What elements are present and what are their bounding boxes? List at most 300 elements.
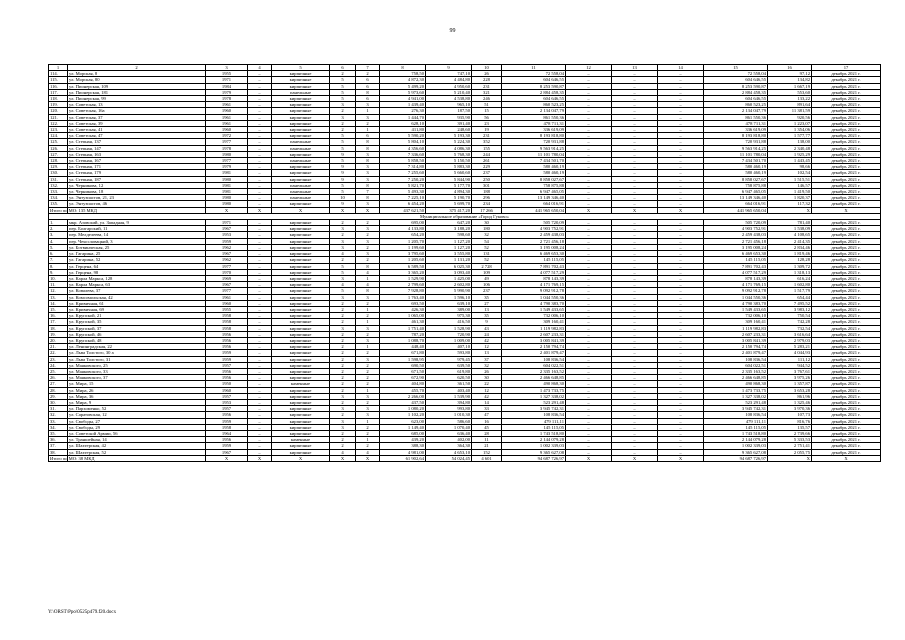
table-cell: декабрь 2021 г.	[812, 275, 881, 281]
table-cell: 133,22	[768, 96, 812, 102]
table-cell: 2	[330, 257, 356, 263]
table-cell: 2 134 047,79	[502, 108, 566, 114]
table-cell: 5 224,30	[426, 139, 472, 145]
table-cell: –	[658, 244, 704, 250]
table-cell: 2	[356, 424, 380, 430]
table-cell: 1 357,87	[768, 381, 812, 387]
table-cell: 5 883,30	[426, 164, 472, 170]
table-cell: 10.	[49, 275, 68, 281]
table-cell: 1 549 433,65	[704, 306, 768, 312]
table-cell: 1984	[206, 83, 248, 89]
table-cell: –	[658, 102, 704, 108]
table-cell: –	[248, 424, 272, 430]
table-cell: ул. Герцена, 64	[68, 263, 206, 269]
table-cell: 1 199,60	[380, 244, 426, 250]
table-cell: –	[248, 96, 272, 102]
table-cell: 8	[356, 158, 380, 164]
table-cell: 1980	[206, 151, 248, 157]
table-cell: 14.	[49, 300, 68, 306]
table-cell: кирпичные	[272, 313, 330, 319]
table-cell: 125.	[49, 139, 68, 145]
table-cell: 26	[472, 71, 502, 77]
table-cell: 12	[472, 344, 502, 350]
table-cell: ул. Траншейная, 14	[68, 437, 206, 443]
table-cell: –	[658, 437, 704, 443]
table-cell: –	[658, 368, 704, 374]
table-cell: 1 549 433,65	[502, 306, 566, 312]
table-cell: 229	[472, 164, 502, 170]
table-cell: декабрь 2021 г.	[812, 83, 881, 89]
table-cell: 639,50	[426, 362, 472, 368]
table-cell: 296	[472, 195, 502, 201]
table-cell: 5 768,30	[426, 151, 472, 157]
table-cell: –	[612, 120, 658, 126]
table-cell: –	[248, 313, 272, 319]
table-cell: –	[566, 133, 612, 139]
table-cell: –	[658, 263, 704, 269]
table-cell: –	[248, 145, 272, 151]
table-cell: 1967	[206, 282, 248, 288]
table-cell: –	[658, 77, 704, 83]
table-cell: 7 314,80	[380, 164, 426, 170]
table-cell: декабрь 2021 г.	[812, 77, 881, 83]
table-body	[49, 65, 881, 462]
table-cell: –	[612, 195, 658, 201]
table-cell: пер. Мелделеева, 14	[68, 232, 206, 238]
table-cell: 6 589,50	[380, 263, 426, 269]
table-cell: –	[658, 195, 704, 201]
table-cell: –	[566, 368, 612, 374]
table-cell: 1958	[206, 325, 248, 331]
table-cell: 979,45	[426, 356, 472, 362]
table-cell: 11 381,59	[768, 108, 812, 114]
table-cell: 4 903 752,91	[704, 226, 768, 232]
table-cell: 1960	[206, 300, 248, 306]
table-cell: –	[248, 232, 272, 238]
table-cell: 152	[472, 449, 502, 455]
table-cell: ул. Советская, 41	[68, 127, 206, 133]
table-cell: 352	[472, 139, 502, 145]
table-cell: 3	[356, 151, 380, 157]
table-cell: –	[566, 294, 612, 300]
table-cell: 114.	[49, 71, 68, 77]
table-cell: 616,24	[768, 275, 812, 281]
table-cell: 664 016,91	[502, 201, 566, 207]
table-cell: 5	[330, 158, 356, 164]
table-cell: 13 149 346,40	[502, 195, 566, 201]
table-cell: 234	[472, 201, 502, 207]
table-cell: 1	[356, 127, 380, 133]
table-cell: –	[248, 269, 272, 275]
table-cell: X	[356, 207, 380, 213]
table-cell: 2	[330, 368, 356, 374]
table-cell: –	[248, 83, 272, 89]
table-cell: –	[248, 362, 272, 368]
table-cell: –	[612, 226, 658, 232]
table-cell: 127.	[49, 151, 68, 157]
table-cell: 4 601	[472, 455, 502, 461]
table-cell: 861,96	[768, 393, 812, 399]
table-cell: 672,90	[380, 375, 426, 381]
table-cell: 309 160,41	[502, 319, 566, 325]
table-cell: 117.	[49, 89, 68, 95]
table-cell: декабрь 2021 г.	[812, 108, 881, 114]
table-cell: 2 602,80	[426, 282, 472, 288]
table-cell: 9 563 914,25	[502, 145, 566, 151]
table-cell: 1971	[206, 220, 248, 226]
table-cell: 693,50	[380, 300, 426, 306]
table-cell: 7 495,52	[768, 300, 812, 306]
table-cell: ул. Мира, 26	[68, 387, 206, 393]
table-cell: 1957	[206, 362, 248, 368]
table-cell: пер. Чехословацкий, 3	[68, 238, 206, 244]
table-cell: 1956	[206, 412, 248, 418]
table-cell: –	[248, 325, 272, 331]
table-cell: 16	[472, 418, 502, 424]
table-cell: 993,80	[426, 406, 472, 412]
table-cell: 8	[356, 263, 380, 269]
table-cell: X	[658, 207, 704, 213]
table-cell: 6	[356, 96, 380, 102]
table-cell: –	[658, 139, 704, 145]
table-cell: –	[612, 102, 658, 108]
table-cell: –	[612, 151, 658, 157]
column-number-header: 9	[426, 65, 472, 71]
table-cell: X	[330, 207, 356, 213]
table-cell: 228	[472, 77, 502, 83]
table-cell: декабрь 2021 г.	[812, 306, 881, 312]
table-cell: 11 101 780,04	[704, 151, 768, 157]
table-cell: –	[248, 430, 272, 436]
table-cell: –	[248, 195, 272, 201]
table-cell: –	[658, 96, 704, 102]
table-cell: декабрь 2021 г.	[812, 120, 881, 126]
table-cell: 231	[472, 133, 502, 139]
table-cell: –	[566, 412, 612, 418]
table-cell: 5	[330, 288, 356, 294]
table-cell: –	[658, 356, 704, 362]
table-cell: 1 819,46	[768, 251, 812, 257]
table-cell: 7 225,10	[380, 195, 426, 201]
table-cell: 403,40	[426, 387, 472, 393]
table-cell: –	[566, 344, 612, 350]
table-cell: 145 115,05	[502, 257, 566, 263]
table-cell: 126.	[49, 145, 68, 151]
table-cell: 1959	[206, 350, 248, 356]
table-cell: –	[248, 368, 272, 374]
table-cell: 5 193,30	[426, 133, 472, 139]
table-cell: 2	[330, 362, 356, 368]
table-cell: ул. Саратовская, 12	[68, 412, 206, 418]
table-cell: декабрь 2021 г.	[812, 244, 881, 250]
document-file-path: Y:\ORST\Ppo\0525p479.f20.docx	[48, 610, 117, 615]
table-cell: 1961	[206, 294, 248, 300]
table-cell: –	[248, 139, 272, 145]
table-cell: –	[658, 418, 704, 424]
table-cell: 7 434 501,70	[704, 158, 768, 164]
table-cell: 2 834,46	[768, 244, 812, 250]
table-cell: 26	[472, 368, 502, 374]
table-cell: 30	[472, 220, 502, 226]
table-cell: 42	[472, 393, 502, 399]
table-cell: –	[566, 449, 612, 455]
table-cell: –	[566, 313, 612, 319]
table-cell: 1 131,20	[426, 257, 472, 263]
table-cell: 758 875,88	[704, 182, 768, 188]
table-cell: 135,57	[768, 424, 812, 430]
table-cell: 505 720,09	[502, 220, 566, 226]
table-cell: 2 607 233,31	[502, 331, 566, 337]
column-number-header: 7	[356, 65, 380, 71]
table-cell: 1 443,45	[768, 158, 812, 164]
table-cell: 664 016,91	[704, 201, 768, 207]
table-cell: декабрь 2021 г.	[812, 294, 881, 300]
table-cell: 2 340,48	[768, 145, 812, 151]
table-cell: пер. Болгарский, 11	[68, 226, 206, 232]
table-cell: 4 086,30	[426, 145, 472, 151]
table-cell: –	[248, 244, 272, 250]
table-cell: кирпичные	[272, 176, 330, 182]
table-cell: –	[612, 294, 658, 300]
table-cell: –	[658, 430, 704, 436]
table-cell: 25.	[49, 368, 68, 374]
table-cell: кирпичные	[272, 263, 330, 269]
table-cell: 1 223,07	[768, 120, 812, 126]
table-cell: 34.	[49, 424, 68, 430]
table-cell: 6 469 653,30	[502, 251, 566, 257]
table-cell: 2	[356, 381, 380, 387]
table-cell: 4 538,80	[426, 96, 472, 102]
column-number-header: 2	[68, 65, 206, 71]
table-cell: 14	[472, 399, 502, 405]
table-cell: 2 607 233,31	[704, 331, 768, 337]
table-cell: каменные	[272, 381, 330, 387]
table-cell: ул. Карла Маркса, 128	[68, 275, 206, 281]
table-cell: 18.	[49, 325, 68, 331]
table-cell: 108 836,54	[502, 412, 566, 418]
table-cell: кирпичные	[272, 244, 330, 250]
table-cell: –	[248, 251, 272, 257]
table-cell: –	[566, 269, 612, 275]
table-cell: –	[248, 226, 272, 232]
table-cell: 1972	[206, 133, 248, 139]
table-cell: кирпичные	[272, 127, 330, 133]
table-cell: –	[658, 306, 704, 312]
table-cell: 742,28	[768, 319, 812, 325]
table-cell: 6 947 465,05	[704, 189, 768, 195]
table-cell: 30.	[49, 399, 68, 405]
table-cell: 1	[356, 418, 380, 424]
table-cell: 1970	[206, 269, 248, 275]
table-cell: –	[658, 412, 704, 418]
table-cell: 5 660,60	[426, 170, 472, 176]
table-cell: 56	[472, 114, 502, 120]
table-cell: –	[612, 306, 658, 312]
table-cell: ул. Гагарина, 25	[68, 251, 206, 257]
table-cell: 321	[472, 89, 502, 95]
table-cell: 2 884 458,35	[502, 89, 566, 95]
table-cell: 1 065,00	[380, 313, 426, 319]
table-cell: 2 459 438,03	[704, 232, 768, 238]
table-cell: 3 365,20	[380, 269, 426, 275]
table-cell: 4 133,80	[380, 226, 426, 232]
table-cell: 920,56	[768, 114, 812, 120]
table-cell: 42	[472, 337, 502, 343]
table-cell: 437 621,50	[380, 207, 426, 213]
table-cell: –	[658, 83, 704, 89]
table-cell: кирпичные	[272, 151, 330, 157]
table-cell: ул. Черникова, 18	[68, 189, 206, 195]
table-cell: 690,50	[380, 362, 426, 368]
table-cell: 860 523,25	[502, 102, 566, 108]
table-cell: 2	[330, 331, 356, 337]
table-cell: –	[566, 114, 612, 120]
table-cell: 6.	[49, 251, 68, 257]
table-cell: 107,73	[768, 412, 812, 418]
table-cell: 17 266	[472, 207, 502, 213]
table-cell: –	[566, 145, 612, 151]
table-cell: 1 205,60	[380, 257, 426, 263]
table-cell: 389,00	[426, 306, 472, 312]
table-cell: 8 253 590,87	[704, 83, 768, 89]
table-cell: 8	[356, 182, 380, 188]
table-cell: ул. Степная, 147	[68, 145, 206, 151]
table-cell: 1 080,20	[380, 406, 426, 412]
table-cell: –	[658, 120, 704, 126]
table-cell: 36.	[49, 437, 68, 443]
table-cell: 4 044,93	[768, 350, 812, 356]
table-cell: 1958	[206, 424, 248, 430]
table-cell: 647,20	[426, 220, 472, 226]
table-cell: 720 931,88	[704, 139, 768, 145]
table-cell: 120.	[49, 108, 68, 114]
table-cell: 54 024,45	[426, 455, 472, 461]
table-cell: –	[248, 288, 272, 294]
table-cell: –	[248, 375, 272, 381]
table-cell: ул. Пионерская, 99	[68, 96, 206, 102]
table-cell: 3 983,12	[768, 306, 812, 312]
table-cell: 1950	[206, 381, 248, 387]
table-cell: –	[658, 170, 704, 176]
table-cell: –	[658, 201, 704, 207]
table-cell: 361,50	[426, 381, 472, 387]
table-cell: 2	[356, 220, 380, 226]
table-cell: 580 460,19	[502, 164, 566, 170]
table-cell: 3	[356, 412, 380, 418]
table-cell: 244	[472, 151, 502, 157]
table-cell: 49	[472, 275, 502, 281]
table-cell: 1961	[206, 102, 248, 108]
table-cell: X	[768, 207, 812, 213]
table-cell: 146,57	[768, 182, 812, 188]
table-cell: 4 903 752,91	[502, 226, 566, 232]
table-cell: ул. Гагарина, 52	[68, 257, 206, 263]
table-cell: 9	[330, 201, 356, 207]
column-number-header: 8	[380, 65, 426, 71]
table-cell: 17.	[49, 319, 68, 325]
table-cell: ул. Ковалева, 37	[68, 288, 206, 294]
table-cell: кирпичные	[272, 275, 330, 281]
table-cell: –	[612, 443, 658, 449]
table-cell: –	[566, 275, 612, 281]
table-cell: X	[612, 207, 658, 213]
table-cell: –	[612, 393, 658, 399]
table-cell: 123.	[49, 127, 68, 133]
table-cell: ул. Мира, 15	[68, 381, 206, 387]
table-cell: –	[566, 424, 612, 430]
table-cell: –	[248, 263, 272, 269]
table-cell: кирпичные	[272, 331, 330, 337]
table-cell: 4	[356, 269, 380, 275]
table-cell: 2	[330, 443, 356, 449]
table-cell: панельные	[272, 189, 330, 195]
table-cell: 3	[356, 294, 380, 300]
table-cell: 3 093,40	[426, 269, 472, 275]
table-cell: 628,10	[380, 120, 426, 126]
table-cell: 5	[330, 83, 356, 89]
table-cell: –	[658, 164, 704, 170]
table-cell: ул. Карла Маркса, 63	[68, 282, 206, 288]
table-cell: 639,10	[426, 300, 472, 306]
table-cell: –	[248, 399, 272, 405]
table-cell: 479 111,11	[502, 418, 566, 424]
table-cell: 2	[330, 300, 356, 306]
table-cell: 2	[330, 437, 356, 443]
table-cell: 3 188,20	[426, 226, 472, 232]
table-cell: –	[658, 443, 704, 449]
table-cell: 787,20	[380, 331, 426, 337]
table-cell: –	[658, 232, 704, 238]
table-cell: 1956	[206, 437, 248, 443]
table-cell: 3	[330, 424, 356, 430]
table-cell: –	[248, 89, 272, 95]
table-cell: –	[658, 449, 704, 455]
table-cell: –	[612, 449, 658, 455]
table-cell: 364,30	[426, 443, 472, 449]
table-cell: кирпичные	[272, 114, 330, 120]
column-number-header: 13	[612, 65, 658, 71]
table-cell: 623,00	[380, 418, 426, 424]
table-cell: кирпичные	[272, 77, 330, 83]
table-cell: 121.	[49, 114, 68, 120]
table-cell: декабрь 2021 г.	[812, 145, 881, 151]
table-cell: 758,50	[380, 71, 426, 77]
table-cell: 250	[472, 176, 502, 182]
table-cell: 3	[330, 393, 356, 399]
table-cell: –	[612, 133, 658, 139]
table-cell: 4	[330, 251, 356, 257]
table-cell: кирпичные	[272, 306, 330, 312]
table-cell: 1980	[206, 195, 248, 201]
table-cell: декабрь 2021 г.	[812, 387, 881, 393]
table-cell: 860 523,25	[704, 102, 768, 108]
table-cell: 1 529,90	[380, 275, 426, 281]
table-cell: 2	[330, 430, 356, 436]
table-cell: кирпичные	[272, 368, 330, 374]
table-cell: –	[566, 139, 612, 145]
table-cell: 155	[472, 145, 502, 151]
table-cell: –	[612, 269, 658, 275]
table-cell: 23	[472, 120, 502, 126]
table-cell: ул. Кривичная, 61	[68, 300, 206, 306]
table-cell: ул. Советская, 16а	[68, 108, 206, 114]
table-cell: кирпичные	[272, 226, 330, 232]
table-cell: –	[612, 406, 658, 412]
table-cell: 2 150 794,74	[502, 344, 566, 350]
table-cell: 29.	[49, 393, 68, 399]
table-cell: 2	[330, 412, 356, 418]
table-cell: 8.	[49, 263, 68, 269]
